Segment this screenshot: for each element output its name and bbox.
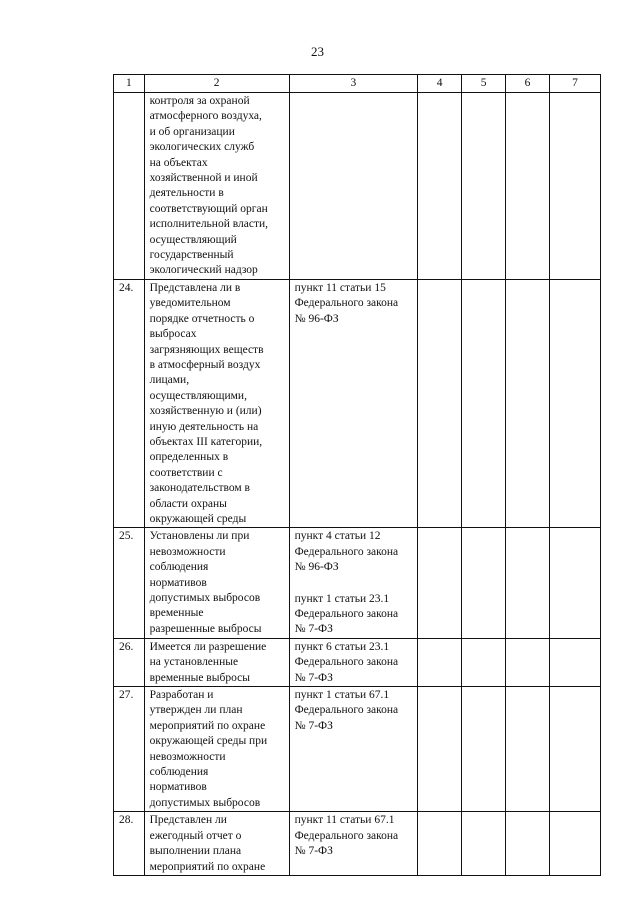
question-line: области охраны <box>149 497 227 510</box>
table-body <box>114 93 601 876</box>
answer-cell-col-5 <box>462 687 506 812</box>
question-line: атмосферного воздуха, <box>149 110 262 123</box>
reference-line: Федерального закона <box>294 656 399 669</box>
answer-cell-col-5 <box>462 812 506 876</box>
question-line: мероприятий по охране <box>149 719 266 732</box>
question-line: допустимых выбросов <box>149 592 261 604</box>
question-line: Установлены ли при <box>149 530 250 543</box>
question-line: выполнении плана <box>149 845 242 858</box>
question-line: ежегодный отчет о <box>149 829 242 842</box>
reference-line: № 7-ФЗ <box>294 671 333 684</box>
legal-reference <box>295 688 414 734</box>
answer-cell-col-6 <box>506 638 550 686</box>
question-line: объектах III категории, <box>149 435 263 448</box>
question-line: временные выбросы <box>149 671 250 684</box>
reference-line: Федерального закона <box>294 829 399 842</box>
column-header: 2 <box>144 75 289 93</box>
question-line: окружающей среды при <box>149 735 268 748</box>
question-line: исполнительной власти, <box>149 218 269 231</box>
legal-reference <box>295 813 414 859</box>
legal-reference-cell <box>289 279 418 528</box>
answer-cell-col-6 <box>506 279 550 528</box>
reference-line: № 96-ФЗ <box>294 561 339 574</box>
question-line: разрешенные выбросы <box>149 622 262 635</box>
answer-cell-col-4 <box>418 93 462 280</box>
table-row <box>114 279 601 528</box>
answer-cell-col-7 <box>549 687 600 812</box>
question-line: хозяйственную и (или) <box>149 405 262 418</box>
item-number: 25. <box>114 528 145 638</box>
answer-cell-col-7 <box>549 638 600 686</box>
answer-cell-col-5 <box>462 638 506 686</box>
question-line: Имеется ли разрешение <box>149 640 267 653</box>
reference-line: Федерального закона <box>294 704 399 717</box>
question-line: невозможности <box>149 545 226 558</box>
answer-cell-col-6 <box>506 812 550 876</box>
question-line: невозможности <box>149 750 226 763</box>
legal-reference <box>295 281 414 327</box>
answer-cell-col-7 <box>549 528 600 638</box>
reference-line: № 7-ФЗ <box>294 623 333 636</box>
question-cell <box>144 812 289 876</box>
question-line: соблюдения <box>149 766 209 779</box>
question-line: допустимых выбросов <box>149 796 261 809</box>
reference-line: пункт 11 статьи 15 <box>294 281 386 294</box>
question-line: Представлена ли в <box>149 281 241 294</box>
question-line: утвержден ли план <box>149 704 243 717</box>
legal-reference <box>295 592 414 638</box>
question-line: лицами, <box>149 374 190 387</box>
reference-line: Федерального закона <box>294 608 399 620</box>
checklist-table <box>113 74 601 876</box>
reference-line: № 96-ФЗ <box>294 312 339 325</box>
question-line: Представлен ли <box>149 814 227 827</box>
answer-cell-col-7 <box>549 279 600 528</box>
reference-line: пункт 1 статьи 23.1 <box>294 592 390 605</box>
legal-reference-cell <box>289 687 418 812</box>
answer-cell-col-7 <box>549 812 600 876</box>
question-line: иную деятельность на <box>149 420 259 433</box>
question-line: осуществляющий <box>149 233 237 246</box>
question-line: государственный <box>149 249 234 262</box>
question-line: экологический надзор <box>149 264 258 277</box>
answer-cell-col-5 <box>462 279 506 528</box>
question-line: на объектах <box>149 156 208 169</box>
table-row <box>114 528 601 638</box>
page-number: 23 <box>311 44 324 59</box>
question-cell <box>144 528 289 638</box>
column-header: 1 <box>114 75 145 93</box>
header-row <box>114 75 601 93</box>
column-header: 7 <box>549 75 600 93</box>
reference-line: пункт 4 статьи 12 <box>294 530 381 543</box>
reference-line: пункт 6 статьи 23.1 <box>294 640 390 653</box>
reference-line: № 7-ФЗ <box>294 845 333 858</box>
answer-cell-col-4 <box>418 687 462 812</box>
question-line: нормативов <box>149 781 207 794</box>
table-row <box>114 93 601 280</box>
column-header: 5 <box>462 75 506 93</box>
reference-line: № 7-ФЗ <box>294 719 333 732</box>
question-line: на установленные <box>149 656 239 669</box>
question-line: выбросах <box>149 328 197 341</box>
question-line: уведомительном <box>149 297 231 310</box>
answer-cell-col-4 <box>418 638 462 686</box>
legal-reference <box>295 529 414 575</box>
legal-reference-cell <box>289 812 418 876</box>
answer-cell-col-7 <box>549 93 600 280</box>
legal-reference-cell <box>289 638 418 686</box>
answer-cell-col-6 <box>506 93 550 280</box>
question-line: осуществляющими, <box>149 389 247 402</box>
question-line: законодательством в <box>149 482 250 495</box>
question-line: временные <box>149 607 204 620</box>
question-line: нормативов <box>149 576 207 589</box>
table-row <box>114 687 601 812</box>
question-line: контроля за охраной <box>149 95 250 107</box>
reference-line: пункт 1 статьи 67.1 <box>294 689 390 702</box>
column-header: 6 <box>506 75 550 93</box>
item-number: 28. <box>114 812 145 876</box>
reference-gap <box>295 576 414 592</box>
answer-cell-col-4 <box>418 528 462 638</box>
question-line: окружающей среды <box>149 512 247 525</box>
question-cell <box>144 687 289 812</box>
column-header: 3 <box>289 75 418 93</box>
question-line: деятельности в <box>149 187 224 200</box>
question-line: в атмосферный воздух <box>149 358 261 371</box>
item-number: 26. <box>114 638 145 686</box>
reference-line: пункт 11 статьи 67.1 <box>294 814 395 827</box>
question-line: соблюдения <box>149 561 209 574</box>
reference-line: Федерального закона <box>294 545 399 558</box>
question-line: соответствии с <box>149 466 223 479</box>
question-line: хозяйственной и иной <box>149 172 258 185</box>
question-line: Разработан и <box>149 689 214 702</box>
item-number: 27. <box>114 687 145 812</box>
column-header: 4 <box>418 75 462 93</box>
answer-cell-col-4 <box>418 279 462 528</box>
answer-cell-col-4 <box>418 812 462 876</box>
question-line: экологических служб <box>149 141 255 154</box>
question-cell <box>144 279 289 528</box>
question-line: и об организации <box>149 125 235 138</box>
legal-reference-cell <box>289 93 418 280</box>
question-line: мероприятий по охране <box>149 860 266 873</box>
question-line: порядке отчетность о <box>149 312 255 325</box>
item-number: 24. <box>114 279 145 528</box>
table-row <box>114 638 601 686</box>
question-line: загрязняющих веществ <box>149 343 264 356</box>
question-line: определенных в <box>149 451 229 464</box>
question-cell <box>144 93 289 280</box>
legal-reference <box>295 640 414 686</box>
answer-cell-col-6 <box>506 687 550 812</box>
item-number <box>114 93 145 280</box>
table-row <box>114 812 601 876</box>
question-line: соответствующий орган <box>149 202 268 215</box>
reference-line: Федерального закона <box>294 297 399 310</box>
question-cell <box>144 638 289 686</box>
answer-cell-col-5 <box>462 528 506 638</box>
legal-reference-cell <box>289 528 418 638</box>
answer-cell-col-6 <box>506 528 550 638</box>
answer-cell-col-5 <box>462 93 506 280</box>
